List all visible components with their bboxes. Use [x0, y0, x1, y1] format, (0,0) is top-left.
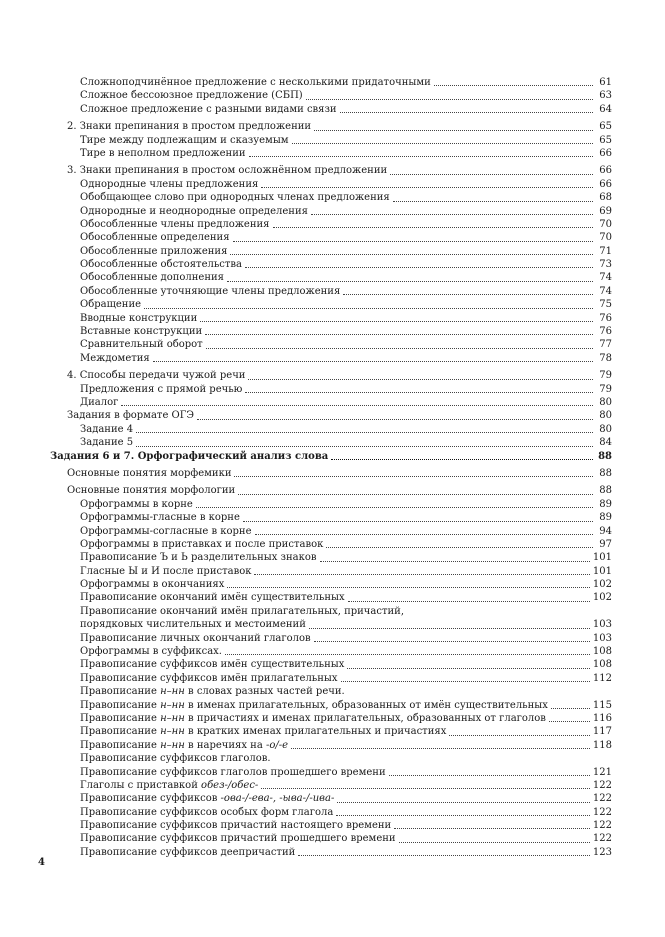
- toc-entry: [50, 285, 612, 298]
- toc-entry: [50, 134, 612, 147]
- toc-entry: [50, 792, 612, 805]
- toc-entry: [50, 511, 612, 524]
- toc-entry: [50, 739, 612, 752]
- toc-page-number: 108: [592, 646, 612, 658]
- toc-page-number: 88: [598, 450, 612, 462]
- toc-entry: [50, 147, 612, 160]
- toc-entry: [50, 752, 612, 765]
- toc-entry-title: Сравнительный оборот: [80, 339, 203, 351]
- toc-entry: [50, 618, 612, 631]
- toc-entry: [50, 103, 612, 116]
- toc-entry: [50, 89, 612, 102]
- toc-entry: [50, 525, 612, 538]
- toc-page-number: 80: [599, 423, 612, 435]
- toc-page-number: 76: [599, 326, 612, 338]
- toc-entry-title: 2. Знаки препинания в простом предложении: [67, 121, 312, 133]
- toc-entry-title: Задания 6 и 7. Орфографический анализ слова: [50, 450, 329, 462]
- dot-leader: [205, 333, 593, 335]
- toc-entry-text-fragment: Глаголы с приставкой: [80, 779, 202, 791]
- toc-page-number: 94: [599, 525, 612, 537]
- toc-entry-title: 3. Знаки препинания в простом осложнённом предложении: [67, 165, 388, 177]
- dot-leader: [249, 155, 593, 157]
- toc-page-number: 123: [592, 846, 612, 858]
- toc-entry-text-fragment: Правописание: [80, 699, 161, 711]
- toc-entry-title: порядковых числительных и местоимений: [80, 619, 306, 631]
- dot-leader: [399, 841, 590, 843]
- toc-entry: [50, 76, 612, 89]
- dot-leader: [227, 586, 590, 588]
- dot-leader: [298, 854, 590, 856]
- dot-leader: [390, 173, 593, 175]
- toc-entry-title: Диалог: [80, 396, 119, 408]
- toc-entry: [50, 369, 612, 382]
- toc-page-number: 80: [599, 410, 612, 422]
- toc-page-number: 77: [599, 339, 612, 351]
- toc-page-number: 66: [599, 178, 612, 190]
- toc-entry: [50, 178, 612, 191]
- dot-leader: [230, 253, 593, 255]
- dot-leader: [337, 801, 590, 803]
- toc-entry: [50, 591, 612, 604]
- toc-entry: [50, 538, 612, 551]
- toc-page-number: 89: [599, 512, 612, 524]
- toc-page-number: 79: [599, 370, 612, 382]
- toc-entry-title: Орфограммы в суффиксах.: [80, 646, 222, 658]
- toc-entry: [50, 551, 612, 564]
- toc-entry: [50, 645, 612, 658]
- toc-entry-italic-fragment: н–нн: [160, 726, 185, 738]
- dot-leader: [144, 307, 593, 309]
- toc-page-number: 121: [592, 766, 612, 778]
- toc-entry-text-fragment: в именах прилагательных, образованных от имён существительных: [184, 699, 548, 711]
- dot-leader: [200, 320, 593, 322]
- table-of-contents: [50, 76, 612, 859]
- toc-entry-title: Вставные конструкции: [80, 326, 203, 338]
- toc-page-number: 102: [592, 579, 612, 591]
- toc-page-number: 65: [599, 134, 612, 146]
- toc-entry-text-fragment: в кратких именах прилагательных и причастиях: [184, 726, 447, 738]
- toc-entry-title: Орфограммы-согласные в корне: [80, 525, 252, 537]
- toc-entry-title: Орфограммы в приставках и после приставок: [80, 538, 324, 550]
- dot-leader: [311, 213, 593, 215]
- toc-entry-title: Основные понятия морфемики: [67, 467, 232, 479]
- toc-entry-title: Обособленные определения: [80, 232, 230, 244]
- toc-entry-title: [80, 739, 288, 752]
- toc-entry-title: Предложения с прямой речью: [80, 383, 243, 395]
- toc-entry-title: Правописание окончаний имён существительных: [80, 592, 345, 604]
- dot-leader: [326, 546, 593, 548]
- dot-leader: [273, 226, 594, 228]
- toc-entry-text-fragment: Правописание: [80, 726, 161, 738]
- toc-entry-title: Сложное предложение с разными видами связи: [80, 103, 337, 115]
- dot-leader: [314, 640, 590, 642]
- toc-entry-title: Задание 4: [80, 423, 134, 435]
- dot-leader: [449, 734, 590, 736]
- toc-entry-title: Правописание окончаний имён прилагательных, причастий,: [80, 605, 405, 617]
- dot-leader: [261, 787, 590, 789]
- toc-entry: [50, 806, 612, 819]
- toc-entry-title: Правописание суффиксов особых форм глагола: [80, 806, 334, 818]
- dot-leader: [314, 129, 593, 131]
- dot-leader: [549, 720, 590, 722]
- toc-entry: [50, 632, 612, 645]
- toc-entry-title: [80, 699, 548, 712]
- toc-entry-title: Обособленные дополнения: [80, 272, 224, 284]
- toc-entry-italic-fragment: -о/-е: [265, 739, 289, 751]
- toc-entry-title: Обобщающее слово при однородных членах предложения: [80, 192, 390, 204]
- toc-entry-title: Задания в формате ОГЭ: [67, 410, 195, 422]
- dot-leader: [136, 431, 593, 433]
- toc-entry-text-fragment: в причастиях и именах прилагательных, образованных от глаголов: [184, 712, 546, 724]
- toc-entry: [50, 846, 612, 859]
- dot-leader: [340, 111, 593, 113]
- toc-page-number: 66: [599, 147, 612, 159]
- toc-page-number: 102: [592, 592, 612, 604]
- toc-entry: [50, 467, 612, 480]
- toc-entry: [50, 383, 612, 396]
- dot-leader: [343, 293, 593, 295]
- dot-leader: [434, 84, 593, 86]
- toc-entry-title: Правописание суффиксов причастий прошедшего времени: [80, 833, 396, 845]
- toc-entry-title: Обособленные обстоятельства: [80, 259, 243, 271]
- toc-entry: [50, 699, 612, 712]
- toc-entry-title: Правописание суффиксов деепричастий: [80, 846, 296, 858]
- dot-leader: [255, 533, 593, 535]
- toc-entry: [50, 191, 612, 204]
- toc-entry-title: Тире в неполном предложении: [80, 147, 246, 159]
- toc-entry-title: Обращение: [80, 299, 142, 311]
- toc-page-number: 116: [592, 712, 612, 724]
- dot-leader: [227, 280, 593, 282]
- dot-leader: [121, 404, 593, 406]
- toc-entry-title: Обособленные уточняющие члены предложения: [80, 285, 341, 297]
- toc-page-number: 63: [599, 90, 612, 102]
- toc-page-number: 76: [599, 312, 612, 324]
- toc-entry-title: Правописание суффиксов причастий настоящего времени: [80, 820, 392, 832]
- toc-entry: [50, 672, 612, 685]
- dot-leader: [243, 520, 593, 522]
- toc-page-number: 122: [592, 833, 612, 845]
- toc-page-number: 75: [599, 299, 612, 311]
- toc-entry-title: Обособленные члены предложения: [80, 218, 270, 230]
- toc-entry: [50, 658, 612, 671]
- toc-entry-title: [80, 779, 258, 792]
- toc-entry-title: Правописание суффиксов имён существительных: [80, 659, 345, 671]
- toc-entry-title: Однородные и неоднородные определения: [80, 205, 308, 217]
- toc-page-number: 89: [599, 498, 612, 510]
- toc-page-number: 80: [599, 396, 612, 408]
- toc-page-number: 88: [599, 485, 612, 497]
- toc-entry: [50, 271, 612, 284]
- toc-entry: [50, 725, 612, 738]
- toc-entry: [50, 423, 612, 436]
- toc-page-number: 66: [599, 165, 612, 177]
- toc-entry: [50, 779, 612, 792]
- toc-page-number: 97: [599, 538, 612, 550]
- toc-entry-title: Однородные члены предложения: [80, 178, 259, 190]
- dot-leader: [136, 445, 593, 447]
- toc-page-number: 68: [599, 192, 612, 204]
- dot-leader: [153, 360, 593, 362]
- toc-page-number: 70: [599, 218, 612, 230]
- toc-entry: [50, 298, 612, 311]
- toc-entry-title: Основные понятия морфологии: [67, 485, 236, 497]
- toc-entry-title: 4. Способы передачи чужой речи: [67, 370, 246, 382]
- toc-entry-italic-fragment: н–нн: [160, 686, 185, 698]
- toc-entry: [50, 218, 612, 231]
- toc-entry-italic-fragment: н–нн: [160, 699, 185, 711]
- toc-entry: [50, 338, 612, 351]
- toc-entry-italic-fragment: н–нн: [160, 712, 185, 724]
- toc-entry-italic-fragment: обез-/обес-: [201, 779, 259, 791]
- dot-leader: [348, 600, 590, 602]
- toc-page-number: 101: [592, 565, 612, 577]
- dot-leader: [341, 680, 590, 682]
- toc-entry-title: [80, 792, 334, 805]
- toc-entry: [50, 409, 612, 422]
- toc-page-number: 69: [599, 205, 612, 217]
- dot-leader: [225, 653, 590, 655]
- toc-entry: [50, 436, 612, 449]
- toc-entry: [50, 832, 612, 845]
- toc-entry-title: Правописание Ъ и Ь разделительных знаков: [80, 552, 317, 564]
- toc-entry-title: Сложное бессоюзное предложение (СБП): [80, 90, 303, 102]
- toc-entry-title: Обособленные приложения: [80, 245, 228, 257]
- toc-entry-title: Гласные Ы и И после приставок: [80, 565, 252, 577]
- toc-page-number: 115: [592, 699, 612, 711]
- toc-page-number: 84: [599, 437, 612, 449]
- toc-entry: [50, 484, 612, 497]
- dot-leader: [234, 475, 593, 477]
- toc-entry: [50, 819, 612, 832]
- dot-leader: [206, 347, 593, 349]
- dot-leader: [245, 391, 593, 393]
- toc-page-number: 71: [599, 245, 612, 257]
- dot-leader: [306, 98, 593, 100]
- dot-leader: [389, 774, 590, 776]
- toc-entry-title: Правописание личных окончаний глаголов: [80, 632, 311, 644]
- dot-leader: [233, 240, 593, 242]
- toc-page-number: 70: [599, 232, 612, 244]
- toc-entry: [50, 120, 612, 133]
- toc-page-number: 88: [599, 467, 612, 479]
- dot-leader: [196, 506, 593, 508]
- toc-entry: [50, 258, 612, 271]
- dot-leader: [309, 627, 590, 629]
- toc-entry: [50, 498, 612, 511]
- toc-entry: [50, 712, 612, 725]
- toc-entry-title: Междометия: [80, 352, 150, 364]
- toc-page-number: 103: [592, 632, 612, 644]
- toc-entry: [50, 325, 612, 338]
- toc-page-number: 122: [592, 806, 612, 818]
- toc-entry-text-fragment: в наречиях на: [184, 739, 266, 751]
- toc-page-number: 108: [592, 659, 612, 671]
- toc-entry: [50, 231, 612, 244]
- toc-page-number: 103: [592, 619, 612, 631]
- dot-leader: [394, 827, 590, 829]
- toc-page-number: 101: [592, 552, 612, 564]
- dot-leader: [336, 814, 590, 816]
- toc-page-number: 122: [592, 820, 612, 832]
- toc-page-number: 65: [599, 121, 612, 133]
- toc-page-number: 61: [599, 77, 612, 88]
- toc-entry-title: Орфограммы в корне: [80, 498, 193, 510]
- toc-page-number: 74: [599, 285, 612, 297]
- toc-section-heading: [50, 450, 612, 463]
- toc-page-number: 79: [599, 383, 612, 395]
- dot-leader: [331, 458, 593, 460]
- toc-entry: [50, 565, 612, 578]
- toc-page-number: 117: [592, 726, 612, 738]
- toc-entry-text-fragment: Правописание: [80, 686, 161, 698]
- toc-entry-title: Задание 5: [80, 437, 134, 449]
- toc-page-number: 122: [592, 793, 612, 805]
- dot-leader: [248, 378, 593, 380]
- toc-entry-title: Правописание суффиксов глаголов прошедшего времени: [80, 766, 386, 778]
- dot-leader: [197, 418, 593, 420]
- toc-entry-text-fragment: Правописание: [80, 712, 161, 724]
- toc-page-number: 64: [599, 103, 612, 115]
- toc-entry: [50, 685, 612, 698]
- toc-entry-text-fragment: Правописание: [80, 739, 161, 751]
- toc-page-number: 112: [592, 672, 612, 684]
- dot-leader: [238, 493, 593, 495]
- toc-entry: [50, 396, 612, 409]
- dot-leader: [254, 573, 589, 575]
- toc-entry-text-fragment: в словах разных частей речи.: [184, 686, 345, 698]
- toc-page-number: 118: [592, 739, 612, 751]
- toc-entry: [50, 205, 612, 218]
- toc-entry-title: Орфограммы-гласные в корне: [80, 512, 240, 524]
- toc-entry-title: Сложноподчинённое предложение с несколькими придаточными: [80, 77, 431, 88]
- page-number: 4: [38, 857, 45, 868]
- toc-entry: [50, 352, 612, 365]
- toc-entry: [50, 605, 612, 618]
- dot-leader: [320, 560, 590, 562]
- toc-entry-title: Правописание суффиксов имён прилагательных: [80, 672, 338, 684]
- toc-entry-italic-fragment: н–нн: [160, 739, 185, 751]
- dot-leader: [551, 707, 590, 709]
- toc-entry-title: Вводные конструкции: [80, 312, 198, 324]
- toc-entry: [50, 164, 612, 177]
- toc-entry: [50, 245, 612, 258]
- toc-entry-title: [80, 685, 345, 698]
- toc-entry-text-fragment: Правописание суффиксов: [80, 793, 221, 805]
- toc-entry: [50, 766, 612, 779]
- dot-leader: [261, 186, 593, 188]
- toc-entry-title: Тире между подлежащим и сказуемым: [80, 134, 289, 146]
- toc-page-number: 74: [599, 272, 612, 284]
- dot-leader: [347, 667, 590, 669]
- dot-leader: [245, 266, 593, 268]
- toc-entry-italic-fragment: -ова-/-ева-, -ыва-/-ива-: [220, 793, 335, 805]
- toc-page-number: 122: [592, 779, 612, 791]
- toc-entry-title: [80, 725, 446, 738]
- toc-entry-title: Орфограммы в окончаниях: [80, 579, 225, 591]
- toc-page-number: 73: [599, 259, 612, 271]
- toc-entry-title: Правописание суффиксов глаголов.: [80, 753, 271, 765]
- toc-entry: [50, 578, 612, 591]
- dot-leader: [393, 200, 593, 202]
- toc-entry-title: [80, 712, 546, 725]
- toc-entry: [50, 312, 612, 325]
- dot-leader: [291, 747, 590, 749]
- toc-page-number: 78: [599, 352, 612, 364]
- dot-leader: [292, 142, 593, 144]
